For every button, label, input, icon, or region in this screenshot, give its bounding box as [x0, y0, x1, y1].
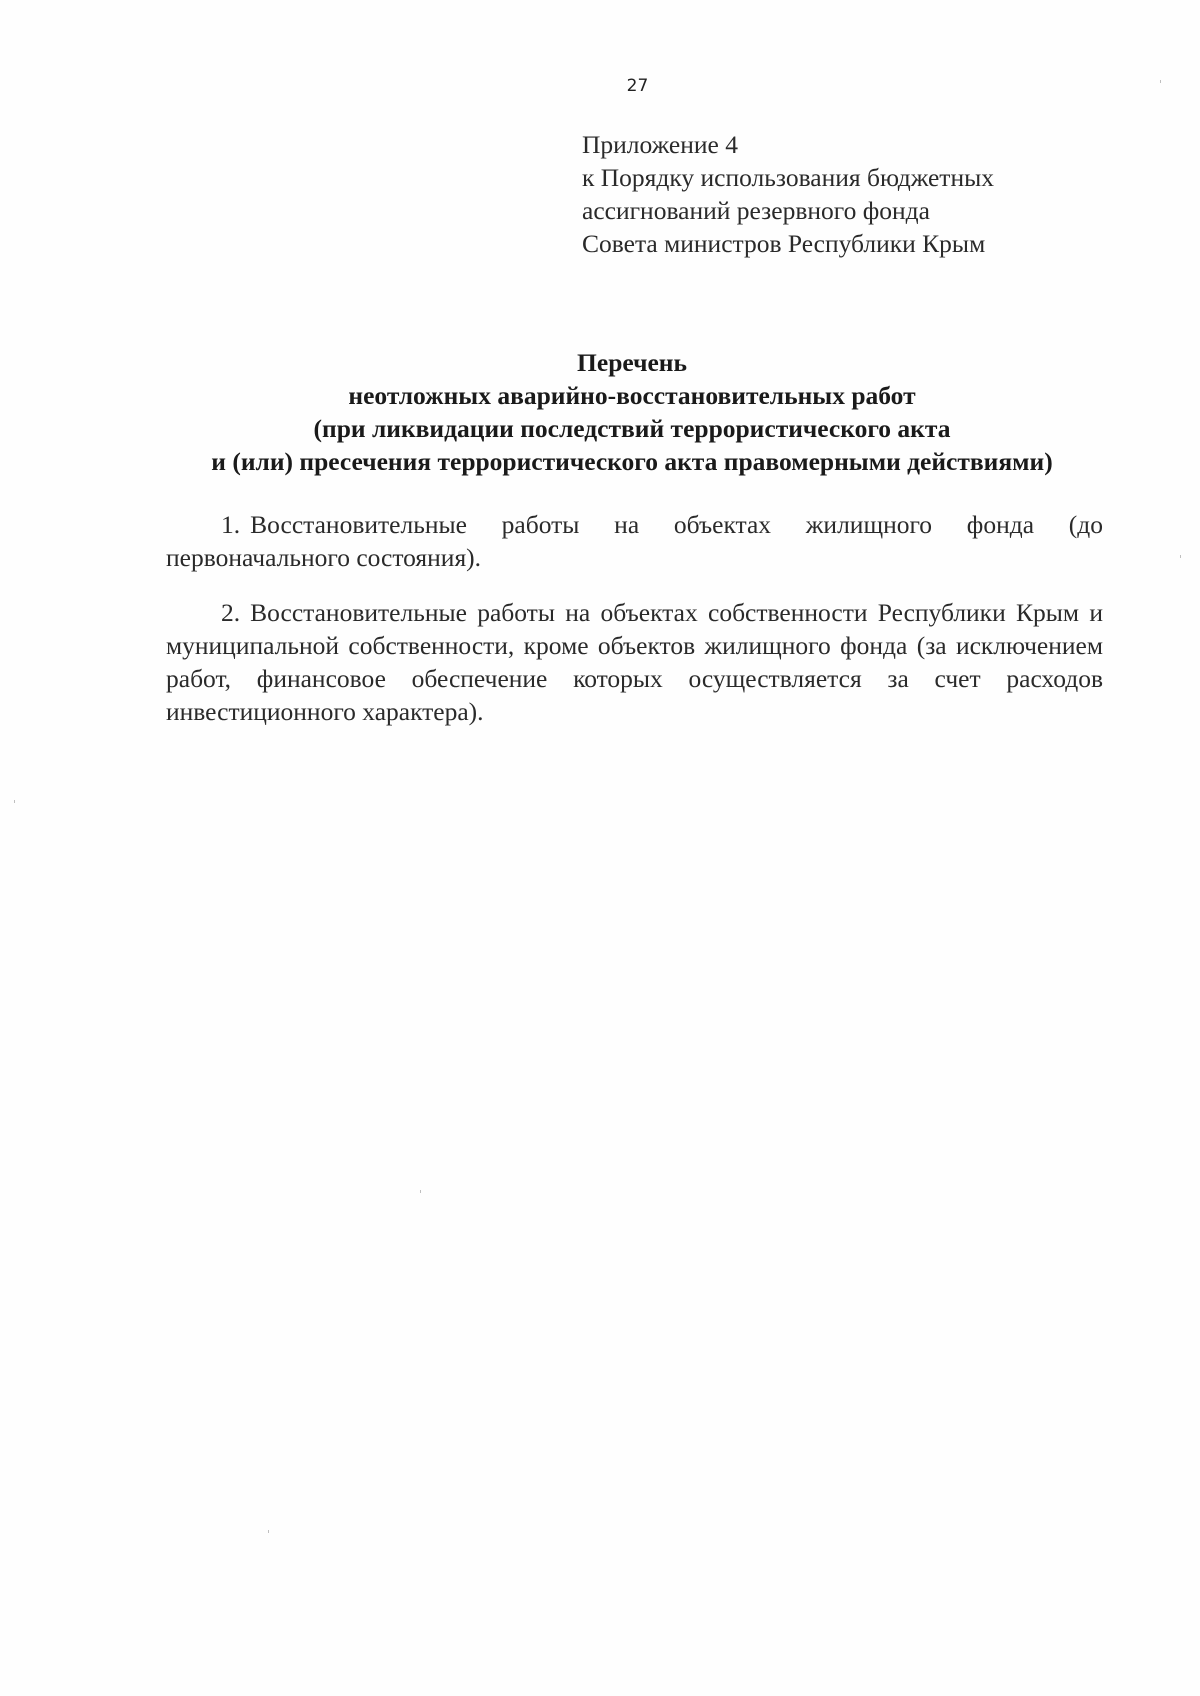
item-text: Восстановительные работы на объектах жилищного фонда (до первоначального состояния).: [166, 510, 1103, 572]
appendix-line: Приложение 4: [582, 130, 738, 159]
appendix-line: ассигнований резервного фонда: [582, 196, 930, 225]
title-line: и (или) пресечения террористического акта правомерными действиями): [211, 447, 1053, 476]
scan-speck: [1160, 80, 1161, 83]
scan-speck: [1180, 555, 1181, 558]
scan-speck: [14, 800, 15, 803]
item-text: Восстановительные работы на объектах собственности Республики Крым и муниципальной собственности, кроме объектов жилищного фонда (за исключением работ, финансовое обеспечение которых осуществляется за счет расходов инвестиционного характера).: [166, 598, 1103, 726]
item-number: 1.: [221, 510, 241, 539]
scan-speck: [420, 1190, 421, 1193]
page-number: 27: [626, 76, 649, 96]
title-line: (при ликвидации последствий террористического акта: [313, 414, 951, 443]
item-number: 2.: [221, 598, 241, 627]
list-item: [166, 596, 1103, 728]
work-list: [166, 508, 1103, 750]
title-line: неотложных аварийно-восстановительных работ: [348, 381, 916, 410]
appendix-header: [582, 128, 994, 260]
document-title: [160, 346, 1104, 478]
list-item: [166, 508, 1103, 574]
appendix-line: к Порядку использования бюджетных: [582, 163, 994, 192]
scan-speck: [268, 1530, 269, 1533]
title-line: Перечень: [577, 348, 687, 377]
appendix-line: Совета министров Республики Крым: [582, 229, 986, 258]
